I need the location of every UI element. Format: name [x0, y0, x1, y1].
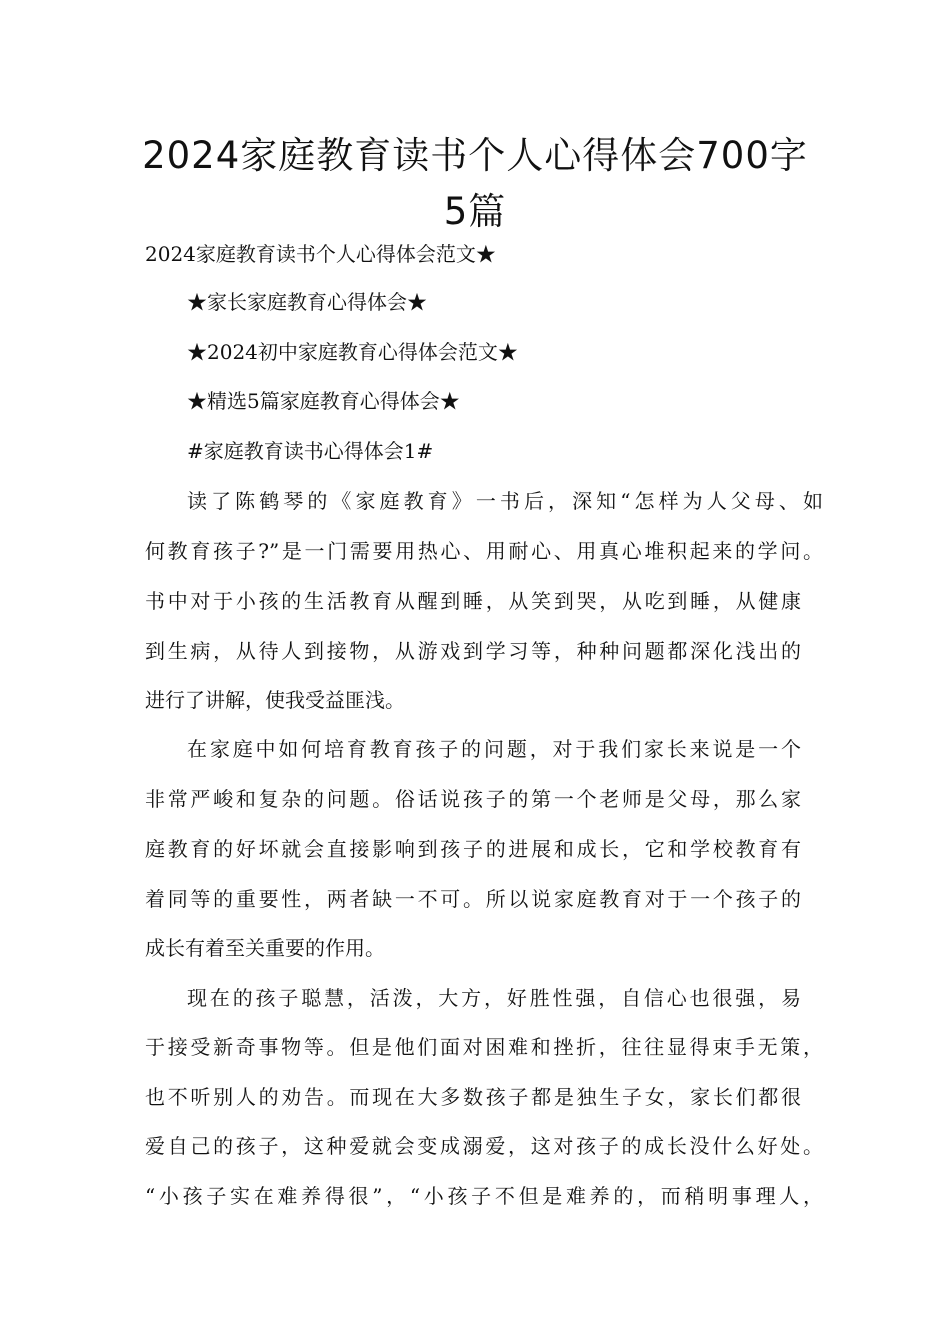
paragraph-3-line-4: 爱自己的孩子，这种爱就会变成溺爱，这对孩子的成长没什么好处。	[145, 1134, 823, 1158]
paragraph-3-line-5: “小孩子实在难养得很”，“小孩子不但是难养的，而稍明事理人，	[145, 1184, 823, 1208]
related-link-1[interactable]: 2024家庭教育读书个人心得体会范文★	[145, 242, 496, 266]
title-line-2: 5篇	[443, 190, 507, 233]
section-heading: #家庭教育读书心得体会1#	[187, 439, 434, 463]
paragraph-1-line-1: 读了陈鹤琴的《家庭教育》一书后，深知“怎样为人父母、如	[187, 489, 823, 513]
paragraph-2-line-1: 在家庭中如何培育教育孩子的问题，对于我们家长来说是一个	[187, 737, 801, 761]
paragraph-3-line-1: 现在的孩子聪慧，活泼，大方，好胜性强，自信心也很强，易	[187, 986, 801, 1010]
paragraph-1-line-3: 书中对于小孩的生活教育从醒到睡，从笑到哭，从吃到睡，从健康	[145, 589, 801, 613]
related-link-3[interactable]: ★2024初中家庭教育心得体会范文★	[187, 340, 518, 364]
related-link-4[interactable]: ★精选5篇家庭教育心得体会★	[187, 389, 460, 413]
paragraph-1-line-5: 进行了讲解，使我受益匪浅。	[145, 688, 405, 712]
paragraph-2-line-4: 着同等的重要性，两者缺一不可。所以说家庭教育对于一个孩子的	[145, 887, 801, 911]
document-title	[100, 128, 850, 240]
paragraph-2-line-2: 非常严峻和复杂的问题。俗话说孩子的第一个老师是父母，那么家	[145, 787, 801, 811]
paragraph-3-line-3: 也不听别人的劝告。而现在大多数孩子都是独生子女，家长们都很	[145, 1085, 801, 1109]
paragraph-2-line-3: 庭教育的好坏就会直接影响到孩子的进展和成长，它和学校教育有	[145, 837, 801, 861]
paragraph-3-line-2: 于接受新奇事物等。但是他们面对困难和挫折，往往显得束手无策，	[145, 1035, 823, 1059]
title-line-1: 2024家庭教育读书个人心得体会700字	[142, 134, 808, 177]
paragraph-1-line-2: 何教育孩子?”是一门需要用热心、用耐心、用真心堆积起来的学问。	[145, 539, 823, 563]
paragraph-2-line-5: 成长有着至关重要的作用。	[145, 936, 385, 960]
paragraph-1-line-4: 到生病，从待人到接物，从游戏到学习等，种种问题都深化浅出的	[145, 639, 801, 663]
related-link-2[interactable]: ★家长家庭教育心得体会★	[187, 290, 427, 314]
